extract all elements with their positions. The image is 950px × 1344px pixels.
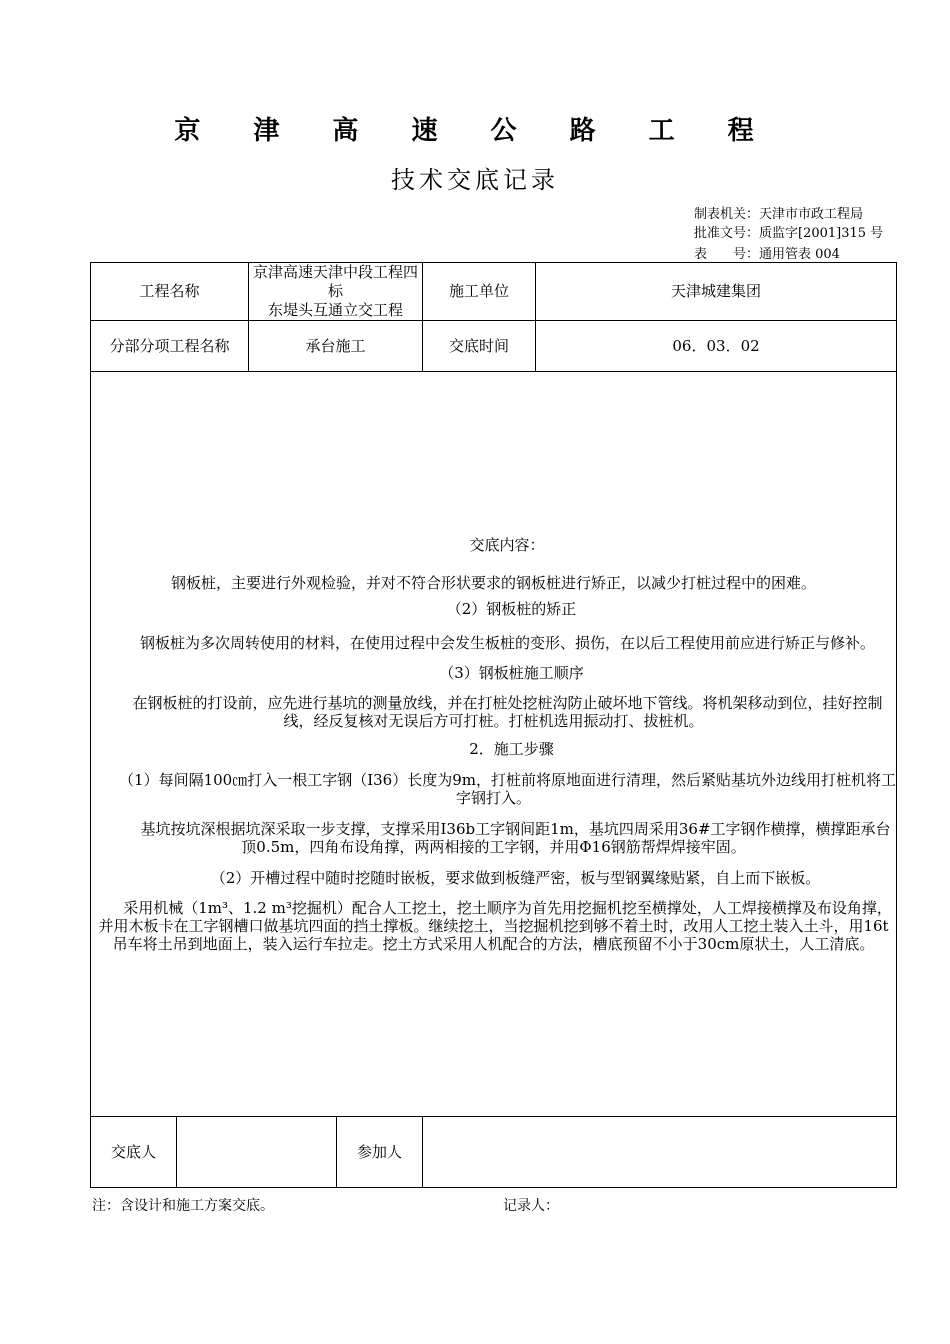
- meta-form-number: 表 号：通用管表 004: [694, 247, 840, 262]
- content-paragraph: 采用机械（1m³、1.2 m³挖掘机）配合人工挖土，挖土顺序为首先用挖掘机挖至横撑处，人工焊接横撑及布设角撑，并用木板卡在工字钢槽口做基坑四面的挡土撑板。继续挖土，当挖掘机挖到够不着土时，改用人工挖土装入土斗，用16t吊车将土吊到地面上，装入运行车拉走。挖土方式采用人机配合的方法，槽底预留不小于30cm原状土，人工清底。: [98, 898, 892, 953]
- content-paragraph: 2．施工步骤: [469, 739, 554, 758]
- content-paragraph: 钢板桩，主要进行外观检验，并对不符合形状要求的钢板桩进行矫正，以减少打桩过程中的困难。: [171, 573, 817, 592]
- briefing-content: [91, 372, 897, 1117]
- project-name-label: 工程名称: [91, 263, 249, 321]
- subproject-label: 分部分项工程名称: [91, 321, 249, 372]
- recorder-label: 记录人：: [503, 1198, 559, 1214]
- meta-issuer: 制表机关：天津市市政工程局: [694, 207, 864, 222]
- briefing-form-table: [90, 262, 897, 1188]
- document-title: 京 津 高 速 公 路 工 程: [174, 116, 776, 146]
- briefer-signature-field[interactable]: [177, 1117, 337, 1188]
- content-heading: 交底内容：: [469, 535, 545, 554]
- briefing-date-label: 交底时间: [423, 321, 536, 372]
- footer-note: 注：含设计和施工方案交底。: [92, 1198, 274, 1214]
- project-name-value: [249, 263, 423, 321]
- meta-approval: 批准文号：质监字[2001]315 号: [694, 226, 884, 241]
- construction-unit-value: 天津城建集团: [536, 263, 897, 321]
- construction-unit-label: 施工单位: [423, 263, 536, 321]
- subproject-value: 承台施工: [249, 321, 423, 372]
- content-paragraph: （1）每间隔100㎝打入一根工字钢（I36）长度为9m，打桩前将原地面进行清理，然后紧贴基坑外边线用打桩机将工字钢打入。: [119, 770, 896, 807]
- content-paragraph: 在钢板桩的打设前，应先进行基坑的测量放线，并在打桩处挖桩沟防止破坏地下管线。将机架移动到位，挂好控制线，经反复核对无误后方可打桩。打桩机选用振动打、拔桩机。: [132, 693, 883, 730]
- content-paragraph: （2）钢板桩的矫正: [446, 599, 577, 618]
- briefer-label: 交底人: [91, 1117, 177, 1188]
- participant-signature-field[interactable]: [423, 1117, 897, 1188]
- briefing-date-value: 06．03．02: [536, 321, 897, 372]
- participant-label: 参加人: [337, 1117, 423, 1188]
- content-paragraph: 基坑按坑深根据坑深采取一步支撑，支撑采用I36b工字钢间距1m，基坑四周采用36#工字钢作横撑，横撑距承台顶0.5m，四角布设角撑，两两相接的工字钢，并用Φ16钢筋帮焊焊接牢固。: [140, 819, 891, 856]
- content-paragraph: （2）开槽过程中随时挖随时嵌板，要求做到板缝严密，板与型钢翼缘贴紧，自上而下嵌板。: [210, 868, 821, 887]
- content-paragraph: 钢板桩为多次周转使用的材料，在使用过程中会发生板桩的变形、损伤，在以后工程使用前应进行矫正与修补。: [140, 633, 876, 652]
- project-name-line1: 京津高速天津中段工程四标: [253, 263, 419, 300]
- project-name-line2: 东堤头互通立交工程: [268, 301, 404, 319]
- document-subtitle: 技术交底记录: [391, 166, 559, 194]
- content-paragraph: （3）钢板桩施工顺序: [439, 663, 584, 682]
